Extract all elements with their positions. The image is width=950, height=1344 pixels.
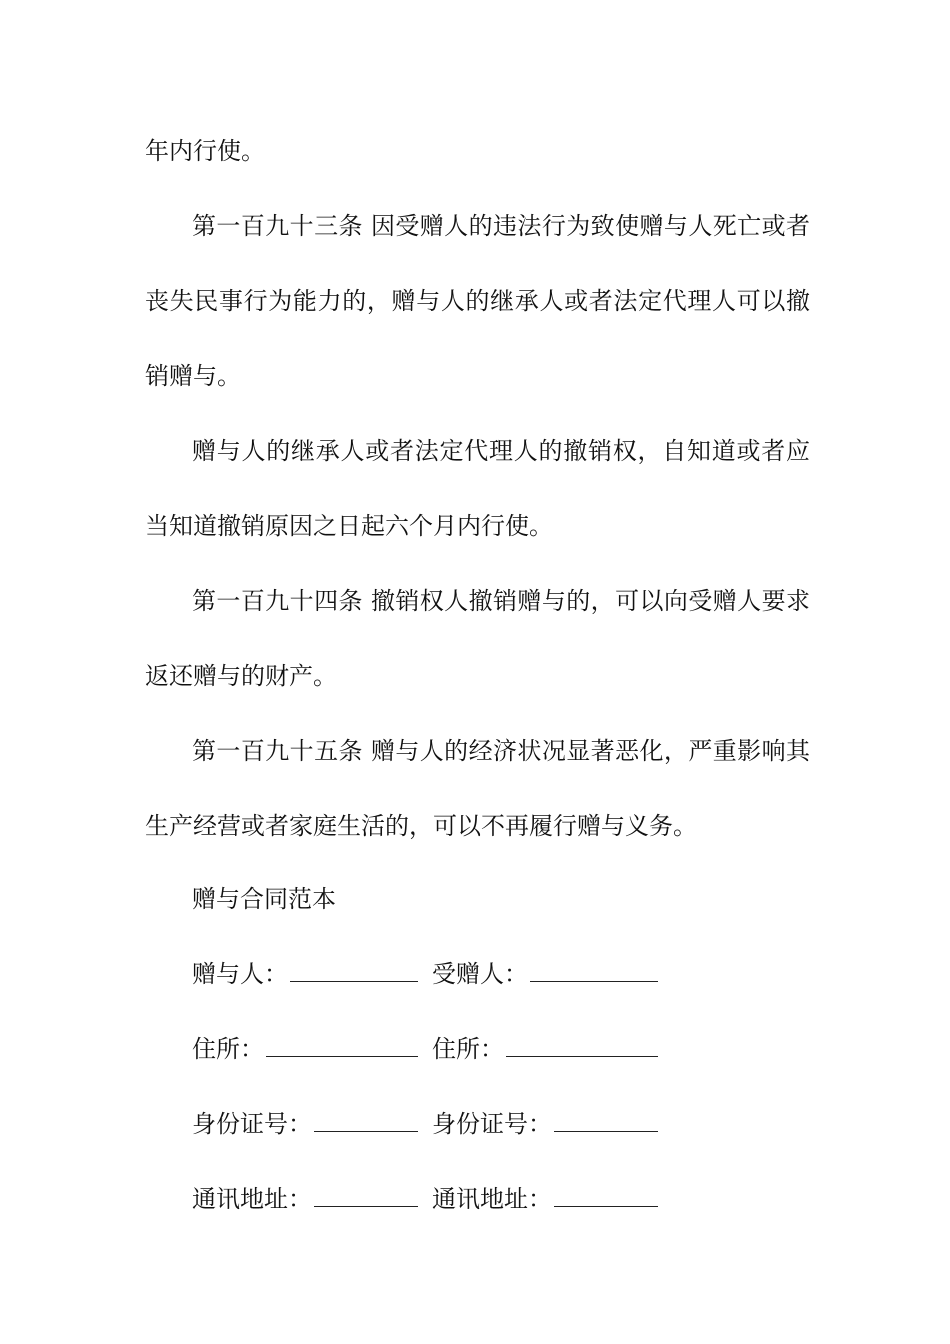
paragraph-line: 年内行使。 bbox=[145, 137, 265, 165]
donor-address-label: 住所： bbox=[192, 1035, 264, 1063]
article-195-line-1: 第一百九十五条 赠与人的经济状况显著恶化，严重影响其 bbox=[192, 737, 810, 765]
article-193-line-2: 丧失民事行为能力的，赠与人的继承人或者法定代理人可以撤 bbox=[145, 287, 810, 315]
donee-id-field bbox=[432, 1108, 658, 1140]
donee-mail-blank[interactable] bbox=[554, 1184, 658, 1207]
donee-mail-label: 通讯地址： bbox=[432, 1185, 552, 1213]
contract-title: 赠与合同范本 bbox=[192, 885, 336, 913]
article-193-line-1: 第一百九十三条 因受赠人的违法行为致使赠与人死亡或者 bbox=[192, 212, 810, 240]
donee-label: 受赠人： bbox=[432, 960, 528, 988]
donor-field bbox=[192, 958, 418, 990]
donor-address-field bbox=[192, 1033, 418, 1065]
party-row bbox=[192, 958, 672, 990]
donor-id-field bbox=[192, 1108, 418, 1140]
article-195-line-2: 生产经营或者家庭生活的，可以不再履行赠与义务。 bbox=[145, 812, 697, 840]
donor-id-label: 身份证号： bbox=[192, 1110, 312, 1138]
donor-address-blank[interactable] bbox=[266, 1034, 418, 1057]
donor-blank[interactable] bbox=[290, 959, 418, 982]
article-194-line-2: 返还赠与的财产。 bbox=[145, 662, 337, 690]
mail-row bbox=[192, 1183, 672, 1215]
id-row bbox=[192, 1108, 672, 1140]
donee-id-blank[interactable] bbox=[554, 1109, 658, 1132]
article-193-line-3: 销赠与。 bbox=[145, 362, 241, 390]
address-row bbox=[192, 1033, 672, 1065]
revocation-right-line-2: 当知道撤销原因之日起六个月内行使。 bbox=[145, 512, 553, 540]
donor-mail-field bbox=[192, 1183, 418, 1215]
donee-address-label: 住所： bbox=[432, 1035, 504, 1063]
donee-blank[interactable] bbox=[530, 959, 658, 982]
article-194-line-1: 第一百九十四条 撤销权人撤销赠与的，可以向受赠人要求 bbox=[192, 587, 810, 615]
donee-field bbox=[432, 958, 658, 990]
revocation-right-line-1: 赠与人的继承人或者法定代理人的撤销权，自知道或者应 bbox=[192, 437, 810, 465]
donee-mail-field bbox=[432, 1183, 658, 1215]
donee-address-field bbox=[432, 1033, 658, 1065]
donee-address-blank[interactable] bbox=[506, 1034, 658, 1057]
donee-id-label: 身份证号： bbox=[432, 1110, 552, 1138]
donor-id-blank[interactable] bbox=[314, 1109, 418, 1132]
donor-mail-label: 通讯地址： bbox=[192, 1185, 312, 1213]
donor-mail-blank[interactable] bbox=[314, 1184, 418, 1207]
donor-label: 赠与人： bbox=[192, 960, 288, 988]
